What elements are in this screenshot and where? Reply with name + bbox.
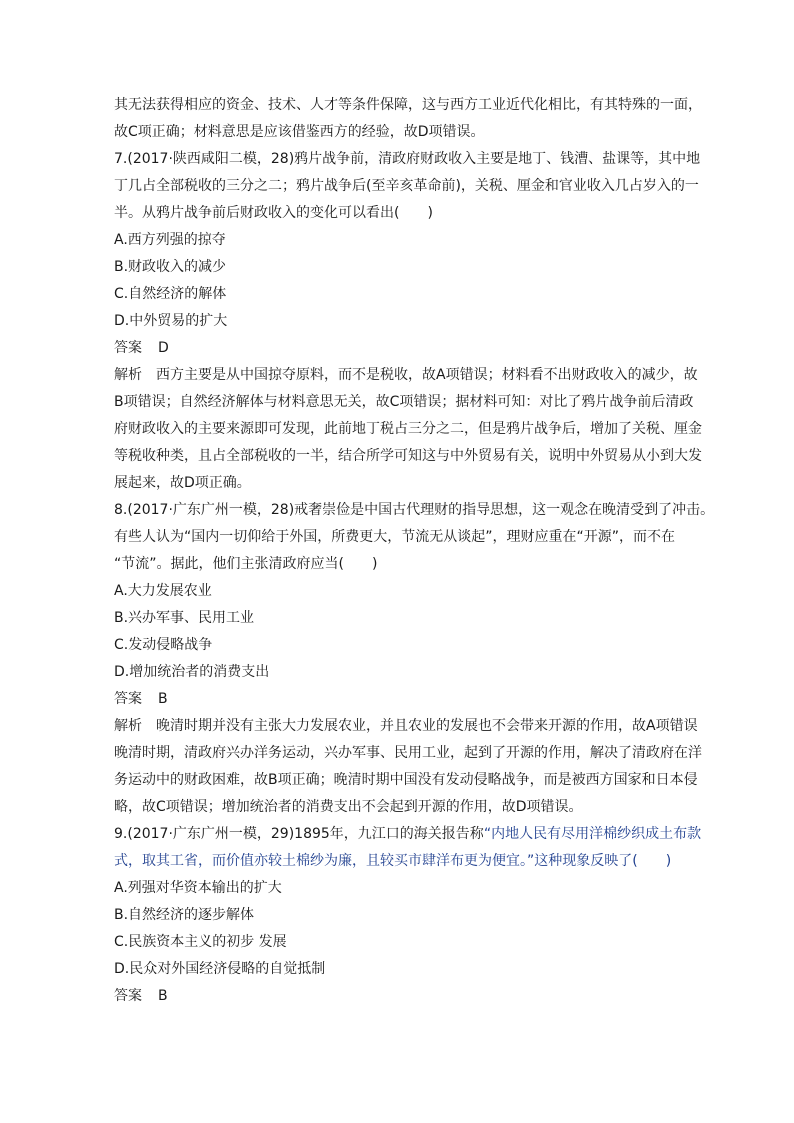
q7-answer	[114, 335, 700, 362]
q9-option-d: D.民众对外国经济侵略的自觉抵制	[114, 961, 326, 977]
q7-stem-line: 半。从鸦片战争前后财政收入的变化可以看出( )	[114, 205, 433, 221]
q9-stem-source: 9.(2017·广东广州一模，29)1895年，九江口的海关报告称	[114, 826, 484, 842]
q8-analysis-line: 务运动中的财政困难，故B项正确；晚清时期中国没有发动侵略战争，而是被西方国家和日本侵	[114, 772, 698, 788]
q7-option-d: D.中外贸易的扩大	[114, 313, 228, 329]
q8-stem-line: “节流”。据此，他们主张清政府应当( )	[114, 556, 378, 572]
q8-analysis-line: 解析 晚清时期并没有主张大力发展农业，并且农业的发展也不会带来开源的作用，故A项错误	[114, 718, 698, 734]
q7-analysis-line: 等税收种类，且占全部税收的一半，结合所学可知这与中外贸易有关，说明中外贸易从小到大发	[114, 448, 702, 464]
document-page	[114, 92, 715, 1010]
q7-stem-line: 7.(2017·陕西咸阳二模，28)鸦片战争前，清政府财政收入主要是地丁、钱漕、盐课等，其中地	[114, 151, 701, 167]
q7-options	[114, 227, 700, 335]
q9-stem	[114, 821, 700, 875]
q9-option-a: A.列强对华资本输出的扩大	[114, 880, 282, 896]
q8-answer	[114, 686, 700, 713]
q8-option-c: C.发动侵略战争	[114, 637, 213, 653]
q8-stem	[114, 497, 715, 578]
intro-line: 其无法获得相应的资金、技术、人才等条件保障，这与西方工业近代化相比，有其特殊的一面，	[114, 97, 702, 113]
q7-option-b: B.财政收入的减少	[114, 259, 227, 275]
q7-analysis-line: B项错误；自然经济解体与材料意思无关，故C项错误；据材料可知：对比了鸦片战争前后清政	[114, 394, 694, 410]
q7-analysis	[114, 362, 700, 497]
q8-option-a: A.大力发展农业	[114, 583, 212, 599]
q8-options	[114, 578, 700, 686]
q8-answer-value: B	[158, 691, 168, 707]
q8-analysis	[114, 713, 700, 821]
q7-option-c: C.自然经济的解体	[114, 286, 227, 302]
q9-quote-start: “内地人民有尽用洋棉纱织成土布款	[483, 826, 702, 842]
q7-option-a: A.西方列强的掠夺	[114, 232, 226, 248]
q8-analysis-line: 晚清时期，清政府兴办洋务运动，兴办军事、民用工业，起到了开源的作用，解决了清政府在洋	[114, 745, 702, 761]
intro-line: 故C项正确；材料意思是应该借鉴西方的经验，故D项错误。	[114, 124, 485, 140]
q9-option-b: B.自然经济的逐步解体	[114, 907, 255, 923]
q9-question-prompt: 这种现象反映了( )	[534, 853, 672, 869]
q9-answer-label: 答案	[114, 988, 142, 1004]
q7-analysis-line: 展起来，故D项正确。	[114, 475, 251, 491]
q9-answer	[114, 983, 700, 1010]
q8-analysis-line: 略，故C项错误；增加统治者的消费支出不会起到开源的作用，故D项错误。	[114, 799, 583, 815]
q7-stem-line: 丁几占全部税收的三分之二；鸦片战争后(至辛亥革命前)，关税、厘金和官业收入几占岁入的一	[114, 178, 699, 194]
q7-answer-value: D	[158, 340, 169, 356]
q9-quote-end: 式，取其工省，而价值亦较土棉纱为廉，且较买市肆洋布更为便宜。”	[114, 853, 535, 869]
q7-answer-label: 答案	[114, 340, 142, 356]
intro-paragraph	[114, 92, 700, 146]
q7-analysis-line: 府财政收入的主要来源即可发现，此前地丁税占三分之二，但是鸦片战争后，增加了关税、厘金	[114, 421, 702, 437]
q8-stem-line: 8.(2017·广东广州一模，28)戒奢崇俭是中国古代理财的指导思想，这一观念在晚清受到了冲击。	[114, 502, 715, 518]
q7-analysis-line: 解析 西方主要是从中国掠夺原料，而不是税收，故A项错误；材料看不出财政收入的减少，故	[114, 367, 698, 383]
q8-stem-line: 有些人认为“国内一切仰给于外国，所费更大，节流无从谈起”，理财应重在“开源”，而不在	[114, 529, 676, 545]
q9-option-c: C.民族资本主义的初步 发展	[114, 934, 287, 950]
q9-stem-line	[114, 821, 700, 848]
q9-answer-value: B	[158, 988, 168, 1004]
q9-options	[114, 875, 700, 983]
q8-answer-label: 答案	[114, 691, 142, 707]
q8-option-d: D.增加统治者的消费支出	[114, 664, 270, 680]
q7-stem	[114, 146, 700, 227]
q9-stem-line	[114, 848, 700, 875]
q8-option-b: B.兴办军事、民用工业	[114, 610, 255, 626]
